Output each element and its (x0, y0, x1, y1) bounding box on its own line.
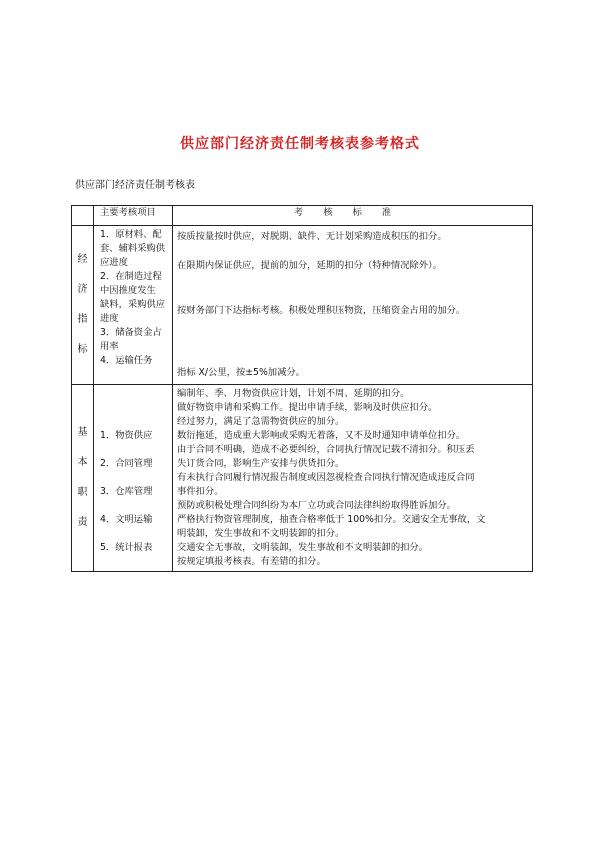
standard-line: 交通安全无事故，文明装卸，发生事故和不文明装卸的扣分。 (177, 542, 429, 553)
standard-line: 按规定填报考核表。有差错的扣分。 (177, 556, 326, 567)
item-line: 2．在制造过程 (100, 271, 162, 282)
item-line: 3．仓库管理 (100, 486, 153, 497)
economic-items (94, 226, 173, 385)
standard-line: 事件扣分。 (177, 486, 224, 497)
duty-items (94, 385, 173, 572)
header-standard: 考核标准 (173, 206, 533, 226)
standard-line: 在限期内保证供应，提前的加分，延期的扣分（特种情况除外）。 (177, 260, 442, 271)
standard-line: 经过努力，满足了急需物资供应的加分。 (177, 416, 345, 427)
header-item: 主要考核项目 (94, 206, 173, 226)
item-spacer (100, 443, 168, 457)
header-category (72, 206, 94, 226)
duty-category (72, 385, 94, 572)
table-header-row (72, 206, 533, 226)
category-char: 指 (77, 314, 88, 325)
category-char: 标 (77, 344, 88, 355)
item-line: 进度 (100, 313, 119, 324)
standard-line: 失订货合同，影响生产安排与供货扣分。 (177, 458, 345, 469)
economic-category (72, 226, 94, 385)
item-line: 4．文明运输 (100, 514, 153, 525)
economic-standards (173, 226, 533, 385)
item-line: 应进度 (100, 257, 128, 268)
standard-line: 由于合同不明确，造成不必要纠纷，合同执行情况记载不清扣分。积压丢 (177, 444, 475, 455)
item-line: 1．原材料、配 (100, 229, 162, 240)
standard-line: 数衍拖延，造成重大影响或采购无着落，又不及时通知申请单位扣分。 (177, 430, 466, 441)
category-char: 本 (77, 457, 88, 468)
standard-line: 预防或积极处理合同纠纷为本厂立功或合同法律纠纷取得胜诉加分。 (177, 500, 456, 511)
standard-line: 指标 X/公里，按±5%加减分。 (177, 367, 305, 378)
standard-line: 有未执行合同履行情况报告制度或因忽视检查合同执行情况造成违反合同 (177, 472, 475, 483)
standard-line: 按质按量按时供应，对脱期、缺件、无计划采购造成积压的扣分。 (177, 231, 447, 242)
document-title: 供应部门经济责任制考核表参考格式 (180, 136, 420, 152)
standard-line: 编制年、季、月物资供应计划，计划不周、延期的扣分。 (177, 388, 410, 399)
standard-line: 做好物资申请和采购工作。提出申请手续，影响及时供应扣分。 (177, 402, 438, 413)
economic-row (72, 226, 533, 385)
category-char: 基 (77, 427, 88, 438)
duty-row (72, 385, 533, 572)
category-char: 济 (77, 284, 88, 295)
table-caption: 供应部门经济责任制考核表 (75, 180, 195, 191)
assessment-table (71, 205, 533, 572)
standard-line: 按财务部门下达指标考核。积极处理积压物资，压缩资金占用的加分。 (177, 305, 466, 316)
item-line: 1．物资供应 (100, 430, 153, 441)
duty-standards (173, 385, 533, 572)
item-line: 4．运输任务 (100, 355, 153, 366)
item-line: 2．合同管理 (100, 458, 153, 469)
item-line: 中因推度发生 (100, 285, 156, 296)
item-line: 用率 (100, 341, 119, 352)
category-char: 经 (77, 254, 88, 265)
item-spacer (100, 527, 168, 541)
item-line: 3．储备资金占 (100, 327, 162, 338)
item-line: 5．统计报表 (100, 542, 153, 553)
item-spacer (100, 499, 168, 513)
item-line: 缺料，采购供应 (100, 299, 166, 310)
standard-line: 明装卸，发生事故和不文明装卸的扣分。 (177, 528, 345, 539)
item-line: 套、辅料采购供 (100, 243, 166, 254)
category-char: 职 (77, 487, 88, 498)
category-char: 责 (77, 517, 88, 528)
standard-line: 严格执行物资管理制度，抽查合格率低于 100%扣分。交通安全无事故，文 (177, 514, 486, 525)
item-spacer (100, 471, 168, 485)
